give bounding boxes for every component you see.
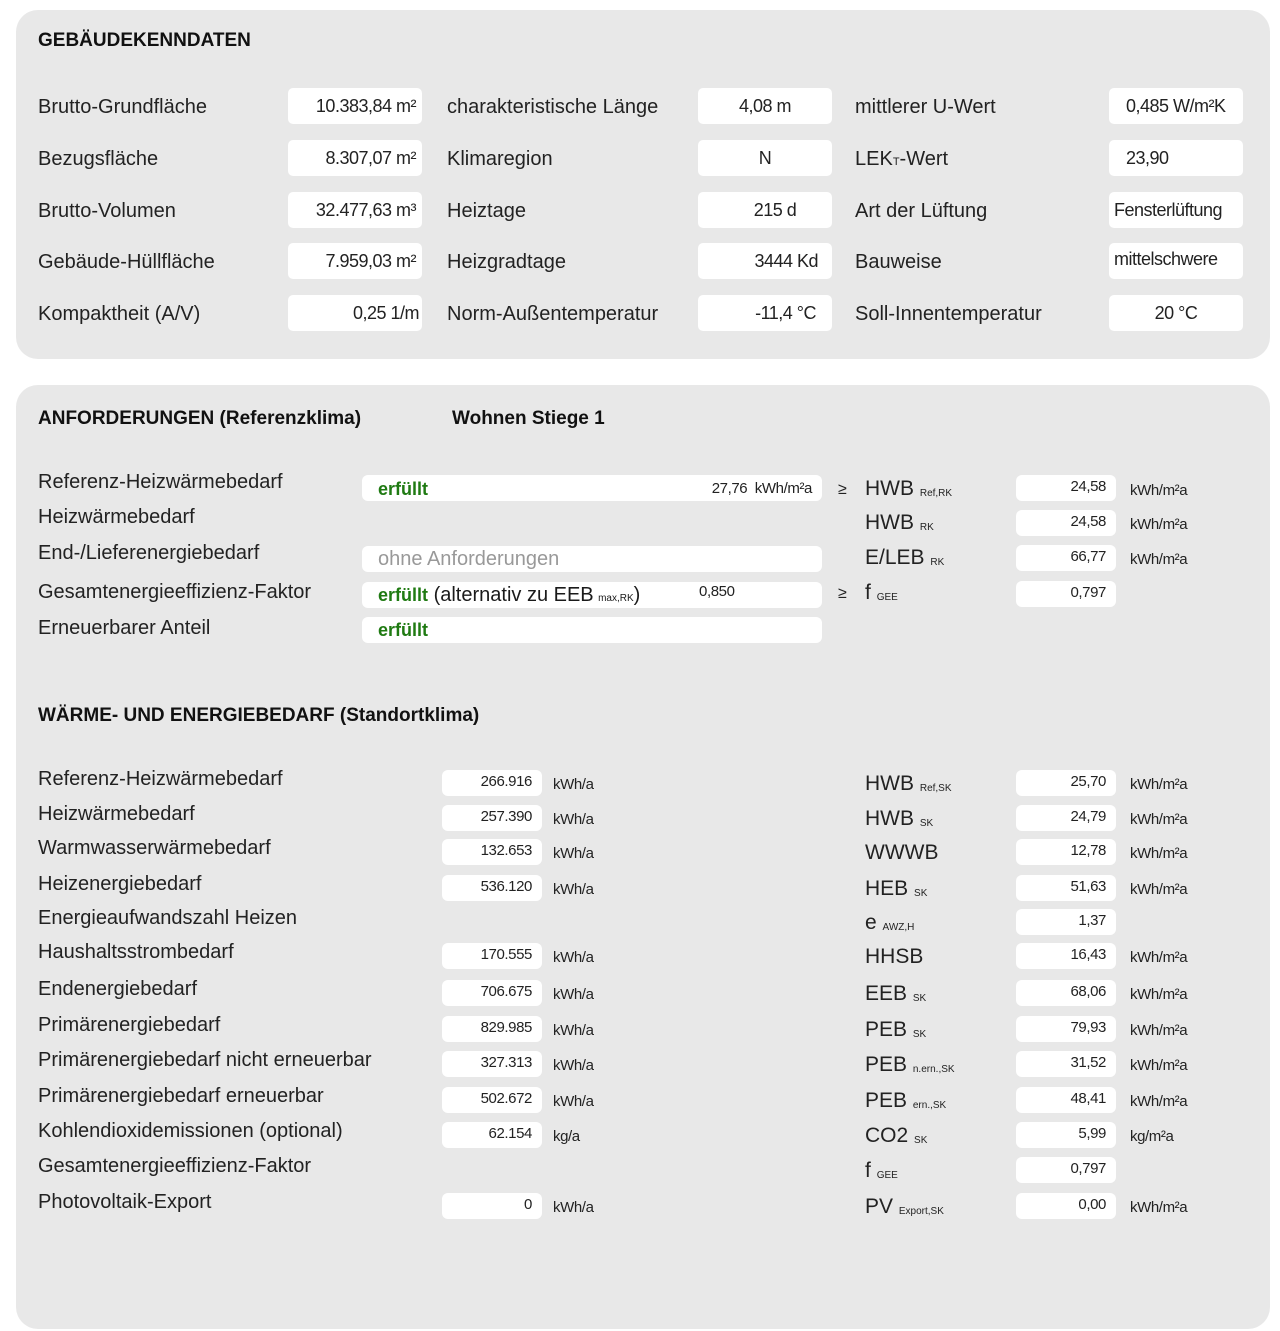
requirements-title: ANFORDERUNGEN (Referenzklima) xyxy=(38,408,362,429)
value-climate-region: N xyxy=(698,140,832,176)
req-label-renewable-share: Erneuerbarer Anteil xyxy=(38,617,211,639)
lek-label-sub: T xyxy=(892,156,900,168)
status-note-sub: max,RK xyxy=(598,593,634,604)
label-target-indoor-temp: Soll-Innentemperatur xyxy=(855,303,1042,325)
no-requirements-note: ohne Anforderungen xyxy=(378,548,560,570)
label-reference-area: Bezugsfläche xyxy=(38,148,159,170)
symbol-sub: GEE xyxy=(876,592,898,603)
req-status-ref-heating-demand xyxy=(362,475,822,501)
value-heating-days: 215 d xyxy=(698,192,832,228)
value-target-indoor-temp: 20 °C xyxy=(1109,295,1243,331)
symbol-main: PV xyxy=(865,1195,894,1218)
label-design-outdoor-temp: Norm-Außentemperatur xyxy=(447,303,659,325)
value-characteristic-length: 4,08 m xyxy=(698,88,832,124)
energy-row-specific-unit: kWh/m²a xyxy=(1130,1057,1188,1074)
energy-row-symbol xyxy=(865,1195,944,1219)
label-heating-days: Heiztage xyxy=(447,200,526,222)
energy-row-label: Energieaufwandszahl Heizen xyxy=(38,907,298,929)
energy-row-specific-unit: kWh/m²a xyxy=(1130,1093,1188,1110)
energy-row-label: Photovoltaik-Export xyxy=(38,1191,212,1213)
energy-row-absolute-value: 0 xyxy=(442,1193,542,1219)
building-data-panel xyxy=(16,10,1270,359)
energy-row-absolute-unit: kWh/a xyxy=(553,845,594,862)
energy-row-label: Warmwasserwärmebedarf xyxy=(38,837,271,859)
energy-row-absolute-unit: kWh/a xyxy=(553,949,594,966)
energy-row-label: Heizwärmebedarf xyxy=(38,803,195,825)
symbol-main: PEB xyxy=(865,1053,908,1076)
symbol-sub: AWZ,H xyxy=(882,922,915,933)
symbol-main: f xyxy=(865,1159,871,1182)
label-construction-type: Bauweise xyxy=(855,251,942,273)
energy-row-symbol xyxy=(865,807,933,831)
energy-row-symbol xyxy=(865,945,923,969)
symbol-main: HWB xyxy=(865,511,914,534)
energy-row-symbol xyxy=(865,841,938,865)
energy-row-label: Endenergiebedarf xyxy=(38,978,198,1000)
label-compactness: Kompaktheit (A/V) xyxy=(38,303,201,325)
value-design-outdoor-temp: -11,4 °C xyxy=(698,295,832,331)
symbol-sub: SK xyxy=(912,1029,927,1040)
limit-unit: kWh/m²a xyxy=(754,480,812,497)
value-reference-area: 8.307,07 m² xyxy=(288,140,422,176)
value-heating-degree-days: 3444 Kd xyxy=(698,243,832,279)
req-label-heating-demand: Heizwärmebedarf xyxy=(38,506,195,528)
status-ok-badge: erfüllt xyxy=(378,620,429,640)
limit-number: 27,76 xyxy=(711,480,748,497)
value-construction-type: mittelschwere xyxy=(1109,243,1243,279)
energy-row-label: Gesamtenergieeffizienz-Faktor xyxy=(38,1155,312,1177)
unit-hwb-rk: kWh/m²a xyxy=(1130,516,1188,533)
label-envelope-area: Gebäude-Hüllfläche xyxy=(38,251,215,273)
energy-row-specific-unit: kWh/m²a xyxy=(1130,949,1188,966)
req-label-delivered-energy: End-/Lieferenergiebedarf xyxy=(38,542,260,564)
energy-row-absolute-value: 170.555 xyxy=(442,943,542,969)
energy-row-specific-value: 25,70 xyxy=(1016,770,1116,796)
energy-row-absolute-unit: kg/a xyxy=(553,1128,580,1145)
energy-row-specific-unit: kWh/m²a xyxy=(1130,1199,1188,1216)
label-lek-value xyxy=(855,148,948,171)
symbol-sub: RK xyxy=(930,557,945,568)
energy-row-absolute-unit: kWh/a xyxy=(553,811,594,828)
energy-row-absolute-unit: kWh/a xyxy=(553,1022,594,1039)
energy-row-symbol xyxy=(865,1053,955,1077)
symbol-sub: SK xyxy=(914,1135,928,1146)
symbol-sub: Ref,SK xyxy=(919,783,952,794)
value-compactness: 0,25 1/m xyxy=(288,295,422,331)
symbol-main: HWB xyxy=(865,772,914,795)
energy-row-absolute-unit: kWh/a xyxy=(553,1093,594,1110)
energy-row-label: Haushaltsstrombedarf xyxy=(38,941,234,963)
energy-row-absolute-unit: kWh/a xyxy=(553,776,594,793)
energy-row-label: Heizenergiebedarf xyxy=(38,873,202,895)
energy-row-specific-value: 1,37 xyxy=(1016,909,1116,935)
symbol-main: HWB xyxy=(865,807,914,830)
energy-row-specific-unit: kg/m²a xyxy=(1130,1128,1174,1145)
value-ventilation-type: Fensterlüftung xyxy=(1109,192,1243,228)
energy-row-specific-value: 68,06 xyxy=(1016,980,1116,1006)
energy-row-specific-value: 51,63 xyxy=(1016,875,1116,901)
unit-eleb-rk: kWh/m²a xyxy=(1130,551,1188,568)
energy-row-specific-unit: kWh/m²a xyxy=(1130,986,1188,1003)
req-status-efficiency-factor xyxy=(362,582,822,608)
energy-row-specific-unit: kWh/m²a xyxy=(1130,845,1188,862)
label-ventilation-type: Art der Lüftung xyxy=(855,200,988,222)
label-climate-region: Klimaregion xyxy=(447,148,553,170)
greater-equal-symbol: ≥ xyxy=(838,481,847,498)
symbol-main: PEB xyxy=(865,1089,908,1112)
limit-value xyxy=(712,480,812,497)
energy-row-absolute-unit: kWh/a xyxy=(553,1057,594,1074)
value-lek-value: 23,90 xyxy=(1109,140,1243,176)
value-gross-floor-area: 10.383,84 m² xyxy=(288,88,422,124)
energy-row-absolute-value: 829.985 xyxy=(442,1016,542,1042)
building-data-title: GEBÄUDEKENNDATEN xyxy=(38,30,251,51)
energy-row-absolute-value: 502.672 xyxy=(442,1087,542,1113)
energy-row-label: Primärenergiebedarf nicht erneuerbar xyxy=(38,1049,372,1071)
status-ok-badge: erfüllt xyxy=(378,479,429,499)
energy-row-specific-value: 0,797 xyxy=(1016,1157,1116,1183)
energy-row-label: Referenz-Heizwärmebedarf xyxy=(38,768,283,790)
value-f-gee: 0,797 xyxy=(1016,581,1116,607)
label-gross-floor-area: Brutto-Grundfläche xyxy=(38,96,207,118)
symbol-sub: GEE xyxy=(876,1170,898,1181)
energy-row-specific-value: 31,52 xyxy=(1016,1051,1116,1077)
energy-row-symbol xyxy=(865,1124,927,1148)
energy-row-absolute-value: 706.675 xyxy=(442,980,542,1006)
energy-row-absolute-value: 266.916 xyxy=(442,770,542,796)
energy-row-specific-unit: kWh/m²a xyxy=(1130,811,1188,828)
energy-row-specific-value: 24,79 xyxy=(1016,805,1116,831)
energy-row-specific-value: 48,41 xyxy=(1016,1087,1116,1113)
symbol-sub: Export,SK xyxy=(898,1206,944,1217)
value-hwb-ref-rk: 24,58 xyxy=(1016,475,1116,501)
energy-row-absolute-unit: kWh/a xyxy=(553,881,594,898)
energy-row-symbol xyxy=(865,1089,946,1113)
energy-row-symbol xyxy=(865,982,926,1006)
req-status-delivered-energy xyxy=(362,546,822,572)
label-heating-degree-days: Heizgradtage xyxy=(447,251,566,273)
label-mean-u-value: mittlerer U-Wert xyxy=(855,96,996,118)
lek-label-main: LEK xyxy=(855,148,893,170)
symbol-main: HHSB xyxy=(865,945,924,968)
energy-row-specific-unit: kWh/m²a xyxy=(1130,1022,1188,1039)
requirements-subtitle: Wohnen Stiege 1 xyxy=(452,408,605,429)
energy-row-specific-value: 12,78 xyxy=(1016,839,1116,865)
symbol-main: WWWB xyxy=(865,841,939,864)
energy-row-absolute-value: 536.120 xyxy=(442,875,542,901)
status-ok-badge: erfüllt xyxy=(378,585,429,605)
energy-row-absolute-unit: kWh/a xyxy=(553,986,594,1003)
symbol-main: EEB xyxy=(865,982,908,1005)
req-label-efficiency-factor: Gesamtenergieeffizienz-Faktor xyxy=(38,581,312,603)
energy-row-specific-value: 5,99 xyxy=(1016,1122,1116,1148)
value-mean-u-value: 0,485 W/m²K xyxy=(1109,88,1243,124)
energy-demand-title: WÄRME- UND ENERGIEBEDARF (Standortklima) xyxy=(38,705,480,726)
value-envelope-area: 7.959,03 m² xyxy=(288,243,422,279)
symbol-main: HWB xyxy=(865,477,914,500)
symbol-sub: RK xyxy=(919,522,934,533)
symbol-eleb-rk xyxy=(865,546,944,570)
efficiency-status-line xyxy=(378,584,640,607)
symbol-sub: Ref,RK xyxy=(919,488,953,499)
value-eleb-rk: 66,77 xyxy=(1016,545,1116,571)
energy-row-specific-unit: kWh/m²a xyxy=(1130,776,1188,793)
energy-row-symbol xyxy=(865,877,927,901)
energy-row-specific-value: 0,00 xyxy=(1016,1193,1116,1219)
symbol-main: E/LEB xyxy=(865,546,925,569)
lek-label-suffix: -Wert xyxy=(899,148,949,170)
energy-row-symbol xyxy=(865,1159,898,1183)
symbol-sub: ern.,SK xyxy=(912,1100,947,1111)
status-note-prefix: (alternativ zu EEB xyxy=(428,584,594,606)
req-status-renewable-share xyxy=(362,617,822,643)
energy-row-label: Primärenergiebedarf xyxy=(38,1014,221,1036)
symbol-sub: SK xyxy=(914,888,928,899)
symbol-main: HEB xyxy=(865,877,909,900)
value-gross-volume: 32.477,63 m³ xyxy=(288,192,422,228)
symbol-main: PEB xyxy=(865,1018,908,1041)
greater-equal-symbol: ≥ xyxy=(838,585,847,602)
energy-row-absolute-unit: kWh/a xyxy=(553,1199,594,1216)
symbol-main: e xyxy=(865,911,877,934)
unit-hwb-ref-rk: kWh/m²a xyxy=(1130,482,1188,499)
energy-row-label: Primärenergiebedarf erneuerbar xyxy=(38,1085,324,1107)
label-characteristic-length: charakteristische Länge xyxy=(447,96,659,118)
energy-row-symbol xyxy=(865,772,952,796)
req-label-ref-heating-demand: Referenz-Heizwärmebedarf xyxy=(38,471,283,493)
symbol-sub: n.ern.,SK xyxy=(912,1064,955,1075)
status-note-suffix: ) xyxy=(633,584,641,606)
label-gross-volume: Brutto-Volumen xyxy=(38,200,176,222)
requirements-energy-panel xyxy=(16,385,1270,1329)
energy-row-label: Kohlendioxidemissionen (optional) xyxy=(38,1120,343,1142)
symbol-hwb-ref-rk xyxy=(865,477,952,501)
symbol-sub: SK xyxy=(912,993,927,1004)
energy-row-specific-value: 16,43 xyxy=(1016,943,1116,969)
energy-row-absolute-value: 132.653 xyxy=(442,839,542,865)
energy-row-specific-unit: kWh/m²a xyxy=(1130,881,1188,898)
symbol-main: f xyxy=(865,581,871,604)
energy-row-specific-value: 79,93 xyxy=(1016,1016,1116,1042)
limit-value: 0,850 xyxy=(699,583,735,600)
symbol-sub: SK xyxy=(919,818,934,829)
energy-row-symbol xyxy=(865,911,914,935)
value-hwb-rk: 24,58 xyxy=(1016,510,1116,536)
energy-row-absolute-value: 62.154 xyxy=(442,1122,542,1148)
energy-row-symbol xyxy=(865,1018,926,1042)
energy-row-absolute-value: 327.313 xyxy=(442,1051,542,1077)
symbol-main: CO2 xyxy=(865,1124,909,1147)
symbol-f-gee xyxy=(865,581,898,605)
energy-row-absolute-value: 257.390 xyxy=(442,805,542,831)
symbol-hwb-rk xyxy=(865,511,934,535)
